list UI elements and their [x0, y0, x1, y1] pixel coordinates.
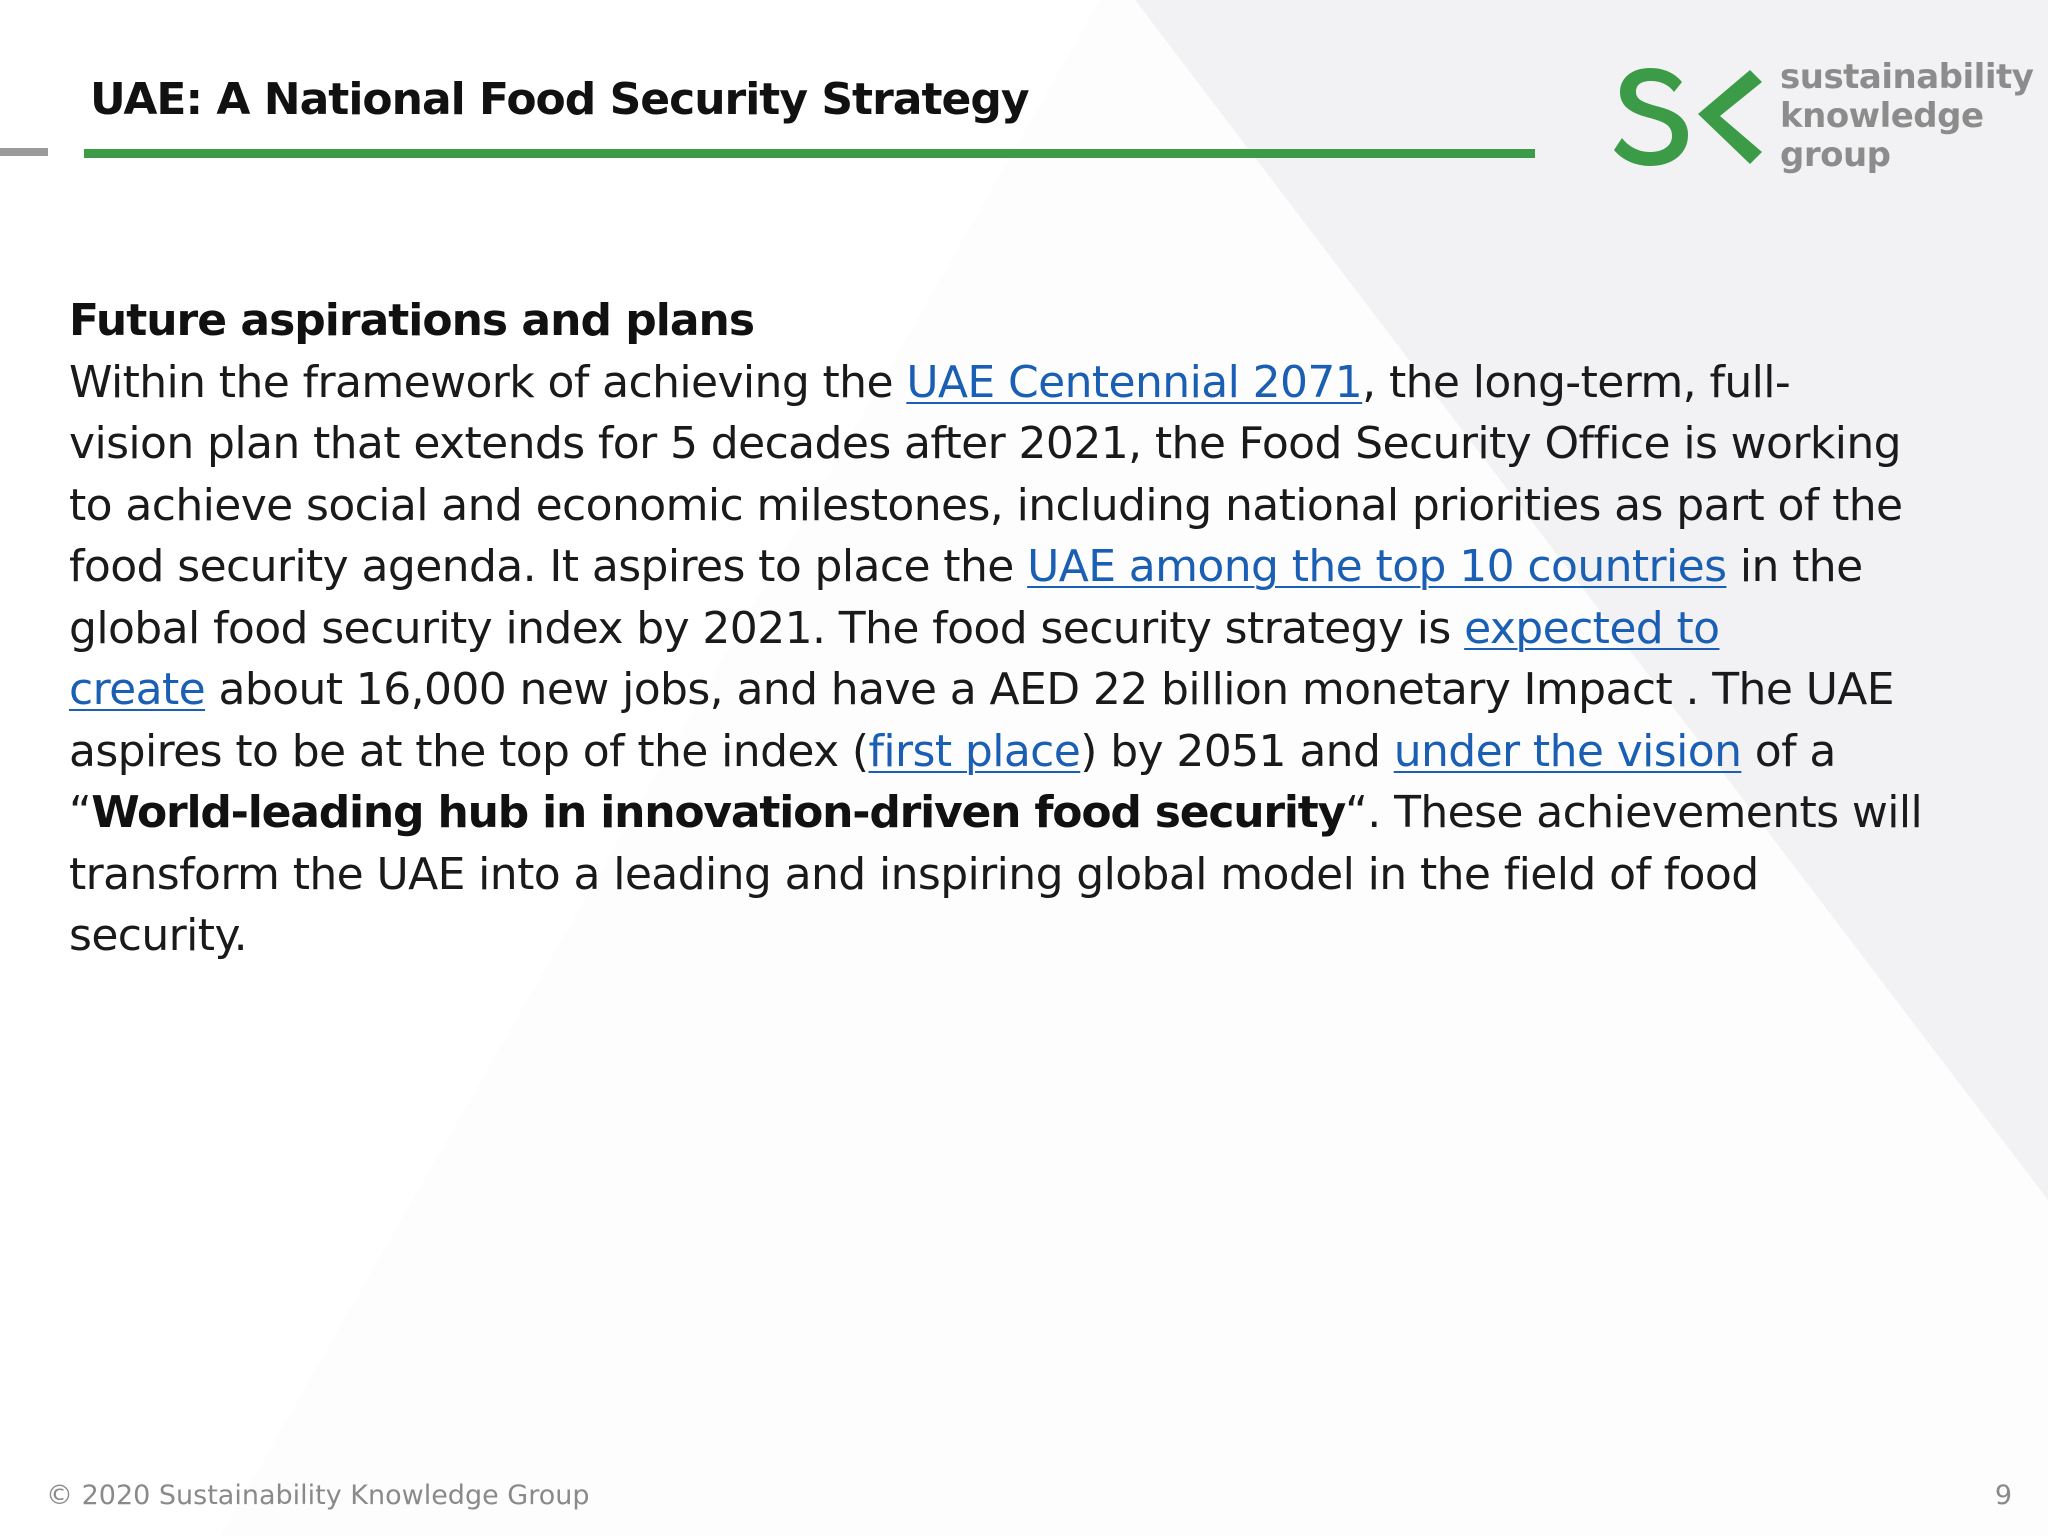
text-span: , the long-term, full- [1362, 356, 1791, 408]
quote-open: “ [69, 787, 92, 838]
body-line-6 [69, 659, 1969, 721]
body-line-4 [69, 536, 1969, 598]
left-accent-tick [0, 148, 48, 156]
title-underline [84, 149, 1535, 158]
text-span: of a [1741, 725, 1836, 777]
link-uae-top-10-countries[interactable]: UAE among the top 10 countries [1027, 541, 1727, 592]
vision-statement: World-leading hub in innovation-driven food security [91, 787, 1346, 838]
text-span: ) by 2051 and [1080, 725, 1394, 777]
footer-copyright: © 2020 Sustainability Knowledge Group [46, 1480, 590, 1511]
sk-logo-icon [1612, 64, 1762, 168]
body-line-7 [69, 721, 1969, 783]
logo-line-1: sustainability [1780, 57, 2034, 97]
text-span: global food security index by 2021. The food security strategy is [69, 602, 1465, 654]
link-under-the-vision[interactable]: under the vision [1393, 725, 1742, 777]
section-heading: Future aspirations and plans [69, 295, 755, 346]
body-line-1 [69, 352, 1969, 414]
text-span: “. These achievements will [1345, 787, 1923, 838]
body-line-2: vision plan that extends for 5 decades after 2021, the Food Security Office is working [69, 418, 1901, 469]
body-line-3: to achieve social and economic milestones, including national priorities as part of the [69, 479, 1903, 531]
link-first-place[interactable]: first place [868, 725, 1081, 777]
text-span: in the [1726, 541, 1863, 592]
logo-line-2: knowledge [1780, 96, 1984, 136]
text-span: Within the framework of achieving the [69, 356, 907, 408]
page-title: UAE: A National Food Security Strategy [90, 74, 1029, 125]
text-span: about 16,000 new jobs, and have a AED 22 billion monetary Impact . The UAE [205, 664, 1894, 715]
logo-line-3: group [1780, 135, 1891, 175]
body-line-5 [69, 598, 1969, 660]
text-span: food security agenda. It aspires to place the [69, 541, 1028, 592]
body-line-8 [69, 782, 1969, 844]
body-line-10: security. [69, 910, 247, 961]
company-logo [1612, 57, 2034, 178]
logo-wordmark [1780, 58, 2033, 175]
link-expected-to-create[interactable]: expected to [1464, 602, 1720, 654]
link-uae-centennial-2071[interactable]: UAE Centennial 2071 [906, 356, 1363, 408]
link-expected-to-create-cont[interactable]: create [69, 664, 206, 715]
text-span: aspires to be at the top of the index ( [69, 725, 869, 777]
main-content [69, 290, 1969, 967]
page-number: 9 [1994, 1480, 2012, 1511]
body-line-9: transform the UAE into a leading and inspiring global model in the field of food [69, 848, 1759, 900]
